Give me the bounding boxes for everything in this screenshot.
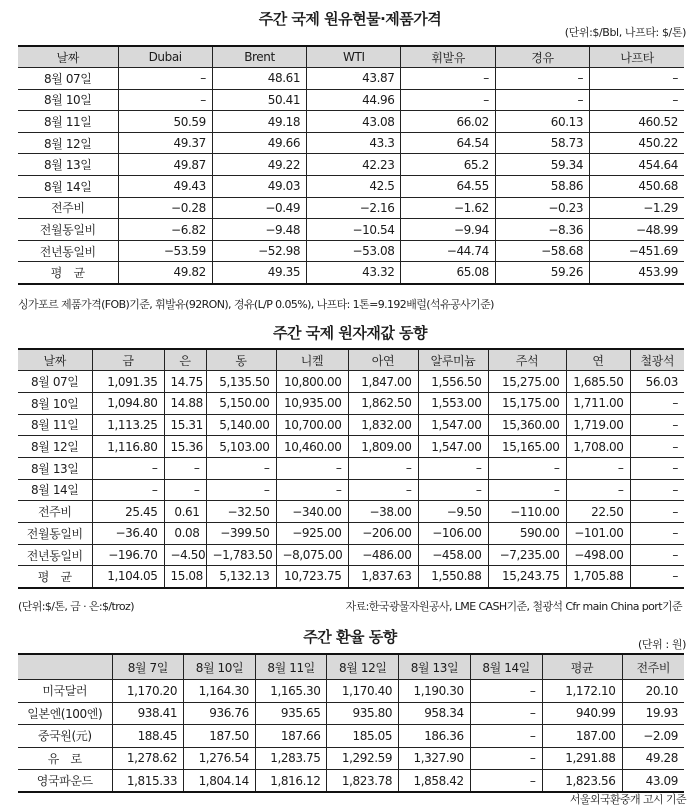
exchange-cell: – (470, 747, 542, 770)
oil-price-row (18, 262, 684, 284)
commodity-cell: −1,783.50 (206, 544, 276, 566)
oil-price-row (18, 219, 684, 241)
commodity-column-header: 알루미늄 (418, 349, 488, 371)
commodity-row-label: 전월동일비 (18, 523, 92, 545)
commodity-unit-note: (단위:$/톤, 금 · 은:$/troz) (18, 600, 134, 613)
commodity-cell: – (566, 479, 630, 501)
commodity-cell: −498.00 (566, 544, 630, 566)
commodity-cell: – (348, 479, 418, 501)
commodity-row (18, 523, 684, 545)
commodity-cell: −196.70 (92, 544, 164, 566)
oil-price-cell: 454.64 (590, 154, 684, 176)
commodity-cell: 15.31 (164, 414, 206, 436)
commodity-column-header: 날짜 (18, 349, 92, 371)
oil-price-cell: 65.2 (401, 154, 495, 176)
oil-price-cell: – (495, 89, 589, 111)
exchange-cell: 1,804.14 (184, 770, 256, 793)
commodity-cell: – (630, 457, 684, 479)
commodity-row (18, 501, 684, 523)
commodity-cell: – (418, 479, 488, 501)
commodity-cell: 1,550.88 (418, 566, 488, 588)
commodity-cell: 1,719.00 (566, 414, 630, 436)
oil-price-cell: −0.49 (212, 197, 306, 219)
oil-price-row (18, 197, 684, 219)
commodity-cell: – (566, 457, 630, 479)
commodity-source-note: 자료:한국광물자원공사, LME CASH기준, 철광석 Cfr main China port기준 (345, 600, 682, 613)
oil-price-row (18, 111, 684, 133)
exchange-cell: −2.09 (622, 725, 684, 748)
commodity-column-header: 동 (206, 349, 276, 371)
commodity-cell: 15,243.75 (488, 566, 566, 588)
exchange-column-header: 8월 13일 (399, 654, 471, 680)
oil-price-cell: −6.82 (118, 219, 212, 241)
commodity-cell: – (630, 436, 684, 458)
commodity-cell: 1,837.63 (348, 566, 418, 588)
commodity-column-header: 은 (164, 349, 206, 371)
commodity-cell: 1,547.00 (418, 414, 488, 436)
oil-price-cell: 43.3 (307, 132, 401, 154)
commodity-cell: 15,175.00 (488, 392, 566, 414)
exchange-cell: 186.36 (399, 725, 471, 748)
oil-price-header-row (18, 46, 684, 68)
exchange-cell: 1,283.75 (255, 747, 327, 770)
commodity-cell: −9.50 (418, 501, 488, 523)
commodity-cell: −106.00 (418, 523, 488, 545)
commodity-row-label: 8월 12일 (18, 436, 92, 458)
oil-price-cell: −53.08 (307, 240, 401, 262)
exchange-column-header: 8월 7일 (112, 654, 184, 680)
commodity-cell: 15.36 (164, 436, 206, 458)
exchange-cell: 1,823.78 (327, 770, 399, 793)
exchange-cell: 935.80 (327, 702, 399, 725)
commodity-cell: −32.50 (206, 501, 276, 523)
oil-price-body (18, 68, 684, 284)
exchange-row (18, 725, 684, 748)
exchange-cell: 1,172.10 (542, 680, 622, 703)
exchange-cell: 1,164.30 (184, 680, 256, 703)
oil-price-row-label: 전주비 (18, 197, 118, 219)
oil-price-cell: −9.94 (401, 219, 495, 241)
commodity-cell: −925.00 (276, 523, 348, 545)
commodity-cell: – (630, 501, 684, 523)
commodity-row (18, 371, 684, 393)
commodity-cell: −340.00 (276, 501, 348, 523)
commodity-cell: 0.08 (164, 523, 206, 545)
commodity-row-label: 8월 11일 (18, 414, 92, 436)
commodity-cell: 1,708.00 (566, 436, 630, 458)
oil-price-cell: 42.23 (307, 154, 401, 176)
oil-price-cell: −52.98 (212, 240, 306, 262)
exchange-header-row (18, 654, 684, 680)
commodity-row (18, 436, 684, 458)
oil-price-row-label: 전월동일비 (18, 219, 118, 241)
commodity-cell: – (630, 479, 684, 501)
oil-price-cell: −48.99 (590, 219, 684, 241)
oil-price-title: 주간 국제 원유현물·제품가격 (258, 10, 442, 28)
commodity-cell: −8,075.00 (276, 544, 348, 566)
oil-price-row (18, 240, 684, 262)
exchange-cell: 1,165.30 (255, 680, 327, 703)
oil-price-cell: −0.28 (118, 197, 212, 219)
commodity-title: 주간 국제 원자재값 동향 (272, 324, 428, 342)
exchange-row (18, 747, 684, 770)
exchange-cell: 958.34 (399, 702, 471, 725)
oil-price-row-label: 평 균 (18, 262, 118, 284)
oil-price-cell: −58.68 (495, 240, 589, 262)
exchange-cell: 1,291.88 (542, 747, 622, 770)
commodity-cell: – (418, 457, 488, 479)
oil-price-cell: 43.08 (307, 111, 401, 133)
commodity-cell: −206.00 (348, 523, 418, 545)
oil-price-column-header: 나프타 (590, 46, 684, 68)
oil-price-cell: 59.34 (495, 154, 589, 176)
commodity-cell: 25.45 (92, 501, 164, 523)
commodity-cell: 5,135.50 (206, 371, 276, 393)
commodity-row-label: 전주비 (18, 501, 92, 523)
exchange-body (18, 680, 684, 793)
commodity-row (18, 544, 684, 566)
exchange-cell: 1,858.42 (399, 770, 471, 793)
exchange-row-label: 유 로 (18, 747, 112, 770)
commodity-row-label: 8월 13일 (18, 457, 92, 479)
oil-price-cell: −2.16 (307, 197, 401, 219)
oil-price-cell: −9.48 (212, 219, 306, 241)
exchange-cell: 936.76 (184, 702, 256, 725)
commodity-cell: −4.50 (164, 544, 206, 566)
commodity-cell: 1,809.00 (348, 436, 418, 458)
exchange-cell: – (470, 702, 542, 725)
oil-price-row-label: 8월 07일 (18, 68, 118, 90)
commodity-cell: −7,235.00 (488, 544, 566, 566)
commodity-row (18, 479, 684, 501)
oil-price-row (18, 89, 684, 111)
exchange-cell: 187.00 (542, 725, 622, 748)
oil-price-row-label: 8월 13일 (18, 154, 118, 176)
commodity-cell: 1,685.50 (566, 371, 630, 393)
oil-price-cell: – (118, 68, 212, 90)
oil-price-cell: – (118, 89, 212, 111)
commodity-row-label: 평 균 (18, 566, 92, 588)
oil-price-cell: 49.35 (212, 262, 306, 284)
oil-price-column-header: 휘발유 (401, 46, 495, 68)
commodity-cell: 10,700.00 (276, 414, 348, 436)
oil-price-cell: – (401, 68, 495, 90)
oil-price-column-header: 경유 (495, 46, 589, 68)
exchange-column-header: 8월 11일 (255, 654, 327, 680)
commodity-cell: 15.08 (164, 566, 206, 588)
oil-price-cell: 49.03 (212, 176, 306, 198)
commodity-column-header: 철광석 (630, 349, 684, 371)
commodity-cell: – (92, 479, 164, 501)
commodity-cell: – (630, 523, 684, 545)
oil-price-cell: −8.36 (495, 219, 589, 241)
commodity-cell: 1,847.00 (348, 371, 418, 393)
commodity-cell: 1,556.50 (418, 371, 488, 393)
oil-price-cell: 49.87 (118, 154, 212, 176)
commodity-cell: −101.00 (566, 523, 630, 545)
exchange-cell: 43.09 (622, 770, 684, 793)
commodity-header-row (18, 349, 684, 371)
exchange-cell: – (470, 680, 542, 703)
oil-price-cell: 58.73 (495, 132, 589, 154)
exchange-cell: 1,292.59 (327, 747, 399, 770)
commodity-column-header: 금 (92, 349, 164, 371)
commodity-cell: −38.00 (348, 501, 418, 523)
commodity-cell: −110.00 (488, 501, 566, 523)
exchange-header (18, 654, 684, 680)
oil-price-header (18, 46, 684, 68)
oil-price-cell: −0.23 (495, 197, 589, 219)
commodity-cell: 1,113.25 (92, 414, 164, 436)
commodity-cell: 10,935.00 (276, 392, 348, 414)
oil-price-cell: −44.74 (401, 240, 495, 262)
commodity-cell: 1,711.00 (566, 392, 630, 414)
commodity-cell: 15,360.00 (488, 414, 566, 436)
oil-price-row-label: 8월 10일 (18, 89, 118, 111)
commodity-cell: 1,104.05 (92, 566, 164, 588)
exchange-cell: 187.66 (255, 725, 327, 748)
oil-price-cell: 59.26 (495, 262, 589, 284)
exchange-cell: 1,170.20 (112, 680, 184, 703)
commodity-cell: 1,553.00 (418, 392, 488, 414)
exchange-cell: – (470, 725, 542, 748)
commodity-cell: – (92, 457, 164, 479)
oil-price-row (18, 176, 684, 198)
commodity-row (18, 457, 684, 479)
commodity-cell: 14.88 (164, 392, 206, 414)
commodity-column-header: 연 (566, 349, 630, 371)
commodity-cell: 56.03 (630, 371, 684, 393)
oil-price-cell: 48.61 (212, 68, 306, 90)
oil-price-cell: – (590, 89, 684, 111)
oil-price-cell: 49.22 (212, 154, 306, 176)
exchange-cell: 185.05 (327, 725, 399, 748)
oil-price-cell: −53.59 (118, 240, 212, 262)
commodity-cell: – (488, 479, 566, 501)
oil-price-row-label: 8월 12일 (18, 132, 118, 154)
exchange-cell: 1,815.33 (112, 770, 184, 793)
commodity-cell: 590.00 (488, 523, 566, 545)
commodity-cell: – (276, 457, 348, 479)
commodity-cell: 1,705.88 (566, 566, 630, 588)
commodity-row (18, 414, 684, 436)
commodity-row-label: 8월 14일 (18, 479, 92, 501)
commodity-cell: 14.75 (164, 371, 206, 393)
exchange-cell: 20.10 (622, 680, 684, 703)
exchange-row-label: 중국원(元) (18, 725, 112, 748)
commodity-cell: – (206, 457, 276, 479)
oil-price-column-header: Dubai (118, 46, 212, 68)
exchange-column-header: 8월 12일 (327, 654, 399, 680)
oil-price-cell: −451.69 (590, 240, 684, 262)
exchange-cell: 935.65 (255, 702, 327, 725)
commodity-cell: – (206, 479, 276, 501)
exchange-cell: 188.45 (112, 725, 184, 748)
commodity-cell: 1,547.00 (418, 436, 488, 458)
oil-price-cell: – (401, 89, 495, 111)
exchange-cell: 1,823.56 (542, 770, 622, 793)
exchange-row (18, 770, 684, 793)
exchange-cell: 1,276.54 (184, 747, 256, 770)
oil-price-cell: 42.5 (307, 176, 401, 198)
oil-price-cell: 66.02 (401, 111, 495, 133)
commodity-cell: −399.50 (206, 523, 276, 545)
exchange-unit: (단위 : 원) (638, 638, 686, 651)
oil-price-row-label: 8월 14일 (18, 176, 118, 198)
exchange-column-header: 8월 14일 (470, 654, 542, 680)
oil-price-cell: – (590, 68, 684, 90)
commodity-cell: – (630, 414, 684, 436)
commodity-cell: 10,723.75 (276, 566, 348, 588)
commodity-cell: −458.00 (418, 544, 488, 566)
oil-price-row-label: 전년동일비 (18, 240, 118, 262)
commodity-cell: 5,140.00 (206, 414, 276, 436)
oil-price-cell: 65.08 (401, 262, 495, 284)
commodity-header (18, 349, 684, 371)
exchange-row (18, 702, 684, 725)
commodity-row-label: 8월 10일 (18, 392, 92, 414)
oil-price-cell: 49.43 (118, 176, 212, 198)
oil-price-row (18, 68, 684, 90)
oil-price-row (18, 154, 684, 176)
exchange-row (18, 680, 684, 703)
oil-price-column-header: WTI (307, 46, 401, 68)
exchange-cell: 187.50 (184, 725, 256, 748)
oil-price-cell: 49.82 (118, 262, 212, 284)
commodity-column-header: 니켈 (276, 349, 348, 371)
commodity-cell: 1,091.35 (92, 371, 164, 393)
commodity-column-header: 아연 (348, 349, 418, 371)
commodity-cell: – (488, 457, 566, 479)
exchange-cell: 1,327.90 (399, 747, 471, 770)
oil-price-cell: 49.18 (212, 111, 306, 133)
commodity-cell: – (164, 479, 206, 501)
oil-price-column-header: Brent (212, 46, 306, 68)
oil-price-cell: 60.13 (495, 111, 589, 133)
exchange-row-label: 일본엔(100엔) (18, 702, 112, 725)
commodity-table (18, 348, 684, 589)
oil-price-column-header: 날짜 (18, 46, 118, 68)
commodity-cell: 5,132.13 (206, 566, 276, 588)
oil-price-cell: 50.41 (212, 89, 306, 111)
exchange-column-header (18, 654, 112, 680)
oil-price-cell: 453.99 (590, 262, 684, 284)
commodity-row (18, 566, 684, 588)
commodity-row-label: 전년동일비 (18, 544, 92, 566)
commodity-cell: −36.40 (92, 523, 164, 545)
oil-price-cell: 64.55 (401, 176, 495, 198)
commodity-cell: – (348, 457, 418, 479)
commodity-row-label: 8월 07일 (18, 371, 92, 393)
oil-price-cell: – (495, 68, 589, 90)
exchange-row-label: 영국파운드 (18, 770, 112, 793)
commodity-cell: 1,116.80 (92, 436, 164, 458)
exchange-column-header: 8월 10일 (184, 654, 256, 680)
oil-price-cell: 64.54 (401, 132, 495, 154)
exchange-table (18, 653, 684, 793)
exchange-cell: – (470, 770, 542, 793)
exchange-cell: 940.99 (542, 702, 622, 725)
oil-price-cell: 49.37 (118, 132, 212, 154)
commodity-cell: 15,165.00 (488, 436, 566, 458)
oil-price-row (18, 132, 684, 154)
oil-price-unit: (단위:$/Bbl, 나프타: $/톤) (564, 26, 686, 39)
commodity-cell: 15,275.00 (488, 371, 566, 393)
oil-price-cell: 44.96 (307, 89, 401, 111)
oil-price-cell: 450.68 (590, 176, 684, 198)
commodity-cell: – (164, 457, 206, 479)
commodity-cell: 22.50 (566, 501, 630, 523)
oil-price-cell: 50.59 (118, 111, 212, 133)
commodity-cell: 1,832.00 (348, 414, 418, 436)
exchange-column-header: 평균 (542, 654, 622, 680)
commodity-cell: −486.00 (348, 544, 418, 566)
exchange-cell: 1,170.40 (327, 680, 399, 703)
oil-price-cell: 43.87 (307, 68, 401, 90)
exchange-title: 주간 환율 동향 (303, 628, 397, 646)
commodity-cell: 5,150.00 (206, 392, 276, 414)
commodity-cell: – (630, 544, 684, 566)
exchange-cell: 1,190.30 (399, 680, 471, 703)
commodity-cell: 5,103.00 (206, 436, 276, 458)
oil-price-cell: 58.86 (495, 176, 589, 198)
commodity-cell: – (630, 392, 684, 414)
exchange-cell: 19.93 (622, 702, 684, 725)
oil-price-cell: −1.62 (401, 197, 495, 219)
commodity-cell: 1,862.50 (348, 392, 418, 414)
exchange-footer: 서울외국환중개 고시 기준 (569, 793, 686, 806)
exchange-cell: 1,816.12 (255, 770, 327, 793)
exchange-row-label: 미국달러 (18, 680, 112, 703)
oil-price-cell: 49.66 (212, 132, 306, 154)
commodity-body (18, 371, 684, 588)
oil-price-note: 싱가포르 제품가격(FOB)기준, 휘발유(92RON), 경유(L/P 0.05%), 나프타: 1톤=9.192배럴(석유공사기준) (18, 298, 494, 311)
commodity-cell: – (276, 479, 348, 501)
oil-price-row-label: 8월 11일 (18, 111, 118, 133)
oil-price-cell: −10.54 (307, 219, 401, 241)
commodity-cell: – (630, 566, 684, 588)
exchange-cell: 1,278.62 (112, 747, 184, 770)
commodity-cell: 10,800.00 (276, 371, 348, 393)
commodity-column-header: 주석 (488, 349, 566, 371)
exchange-cell: 49.28 (622, 747, 684, 770)
exchange-column-header: 전주비 (622, 654, 684, 680)
commodity-cell: 1,094.80 (92, 392, 164, 414)
oil-price-cell: −1.29 (590, 197, 684, 219)
oil-price-cell: 460.52 (590, 111, 684, 133)
commodity-row (18, 392, 684, 414)
exchange-cell: 938.41 (112, 702, 184, 725)
commodity-cell: 10,460.00 (276, 436, 348, 458)
commodity-cell: 0.61 (164, 501, 206, 523)
oil-price-table (18, 45, 684, 285)
oil-price-cell: 43.32 (307, 262, 401, 284)
oil-price-cell: 450.22 (590, 132, 684, 154)
